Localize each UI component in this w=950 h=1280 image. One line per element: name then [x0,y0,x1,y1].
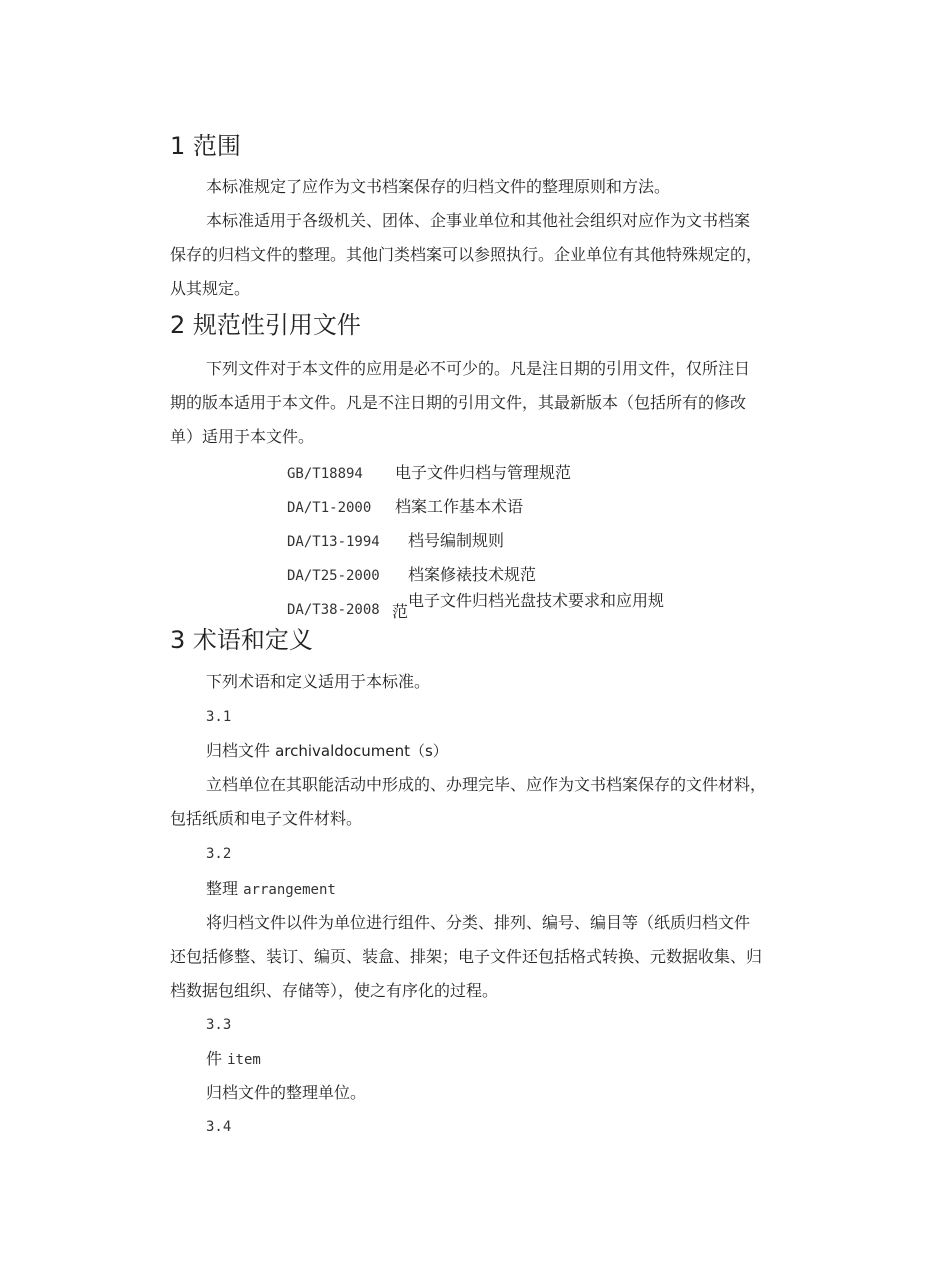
term-number: 3.3 [206,1017,232,1033]
reference-item [287,496,524,519]
section-1-paragraph-2-line-2: 保存的归档文件的整理。其他门类档案可以参照执行。企业单位有其他特殊规定的， [170,245,763,264]
term-number: 3.4 [206,1119,232,1135]
section-1-paragraph-2-line-3: 从其规定。 [170,279,251,298]
reference-code: DA/T38-2008 [287,602,380,618]
reference-code: DA/T25-2000 [287,568,380,584]
reference-title-overflow-fragment: 范 [392,602,409,621]
term-english: arrangement [243,882,336,898]
section-3-heading: 3 术语和定义 [170,626,313,654]
section-2-paragraph-line-1: 下列文件对于本文件的应用是必不可少的。凡是注日期的引用文件，仅所注日 [206,359,751,378]
reference-title: 档案工作基本术语 [395,497,524,516]
section-1-paragraph-2-line-1: 本标准适用于各级机关、团体、企事业单位和其他社会组织对应作为文书档案 [206,211,751,230]
section-2-paragraph-line-3: 单）适用于本文件。 [170,427,315,446]
reference-item [287,591,665,621]
term-definition: 归档文件的整理单位。 [206,1083,367,1102]
section-2-paragraph-line-2: 期的版本适用于本文件。凡是不注日期的引用文件，其最新版本（包括所有的修改 [170,393,747,412]
reference-item [287,462,572,485]
term-definition-line-1: 将归档文件以件为单位进行组件、分类、排列、编号、编目等（纸质归档文件 [206,913,751,932]
term-entry [206,1048,261,1071]
reference-title: 电子文件归档与管理规范 [395,463,572,482]
term-number: 3.1 [206,709,232,725]
term-name: 件 [206,1049,223,1068]
reference-title: 电子文件归档光盘技术要求和应用规 [408,591,665,610]
term-entry [206,740,448,762]
term-name: 整理 [206,879,239,898]
reference-code: DA/T1-2000 [287,500,372,516]
section-3-intro: 下列术语和定义适用于本标准。 [206,672,431,691]
term-definition-line-1: 立档单位在其职能活动中形成的、办理完毕、应作为文书档案保存的文件材料， [206,775,767,794]
reference-item [287,564,537,587]
reference-title: 档案修裱技术规范 [408,565,537,584]
term-entry [206,878,336,901]
reference-item [287,530,505,553]
term-english: item [227,1052,261,1068]
term-name: 归档文件 [206,741,271,760]
term-english: archivaldocument（s） [275,742,448,760]
reference-code: DA/T13-1994 [287,534,380,550]
section-2-heading: 2 规范性引用文件 [170,311,361,339]
section-1-paragraph-1: 本标准规定了应作为文书档案保存的归档文件的整理原则和方法。 [206,177,671,196]
reference-code: GB/T18894 [287,466,363,482]
term-number: 3.2 [206,846,232,862]
term-definition-line-2: 还包括修整、装订、编页、装盒、排架；电子文件还包括格式转换、元数据收集、归 [170,947,763,966]
reference-title: 档号编制规则 [408,531,505,550]
section-1-heading: 1 范围 [170,132,241,160]
term-definition-line-3: 档数据包组织、存储等），使之有序化的过程。 [170,981,499,1000]
term-definition-line-2: 包括纸质和电子文件材料。 [170,809,363,828]
